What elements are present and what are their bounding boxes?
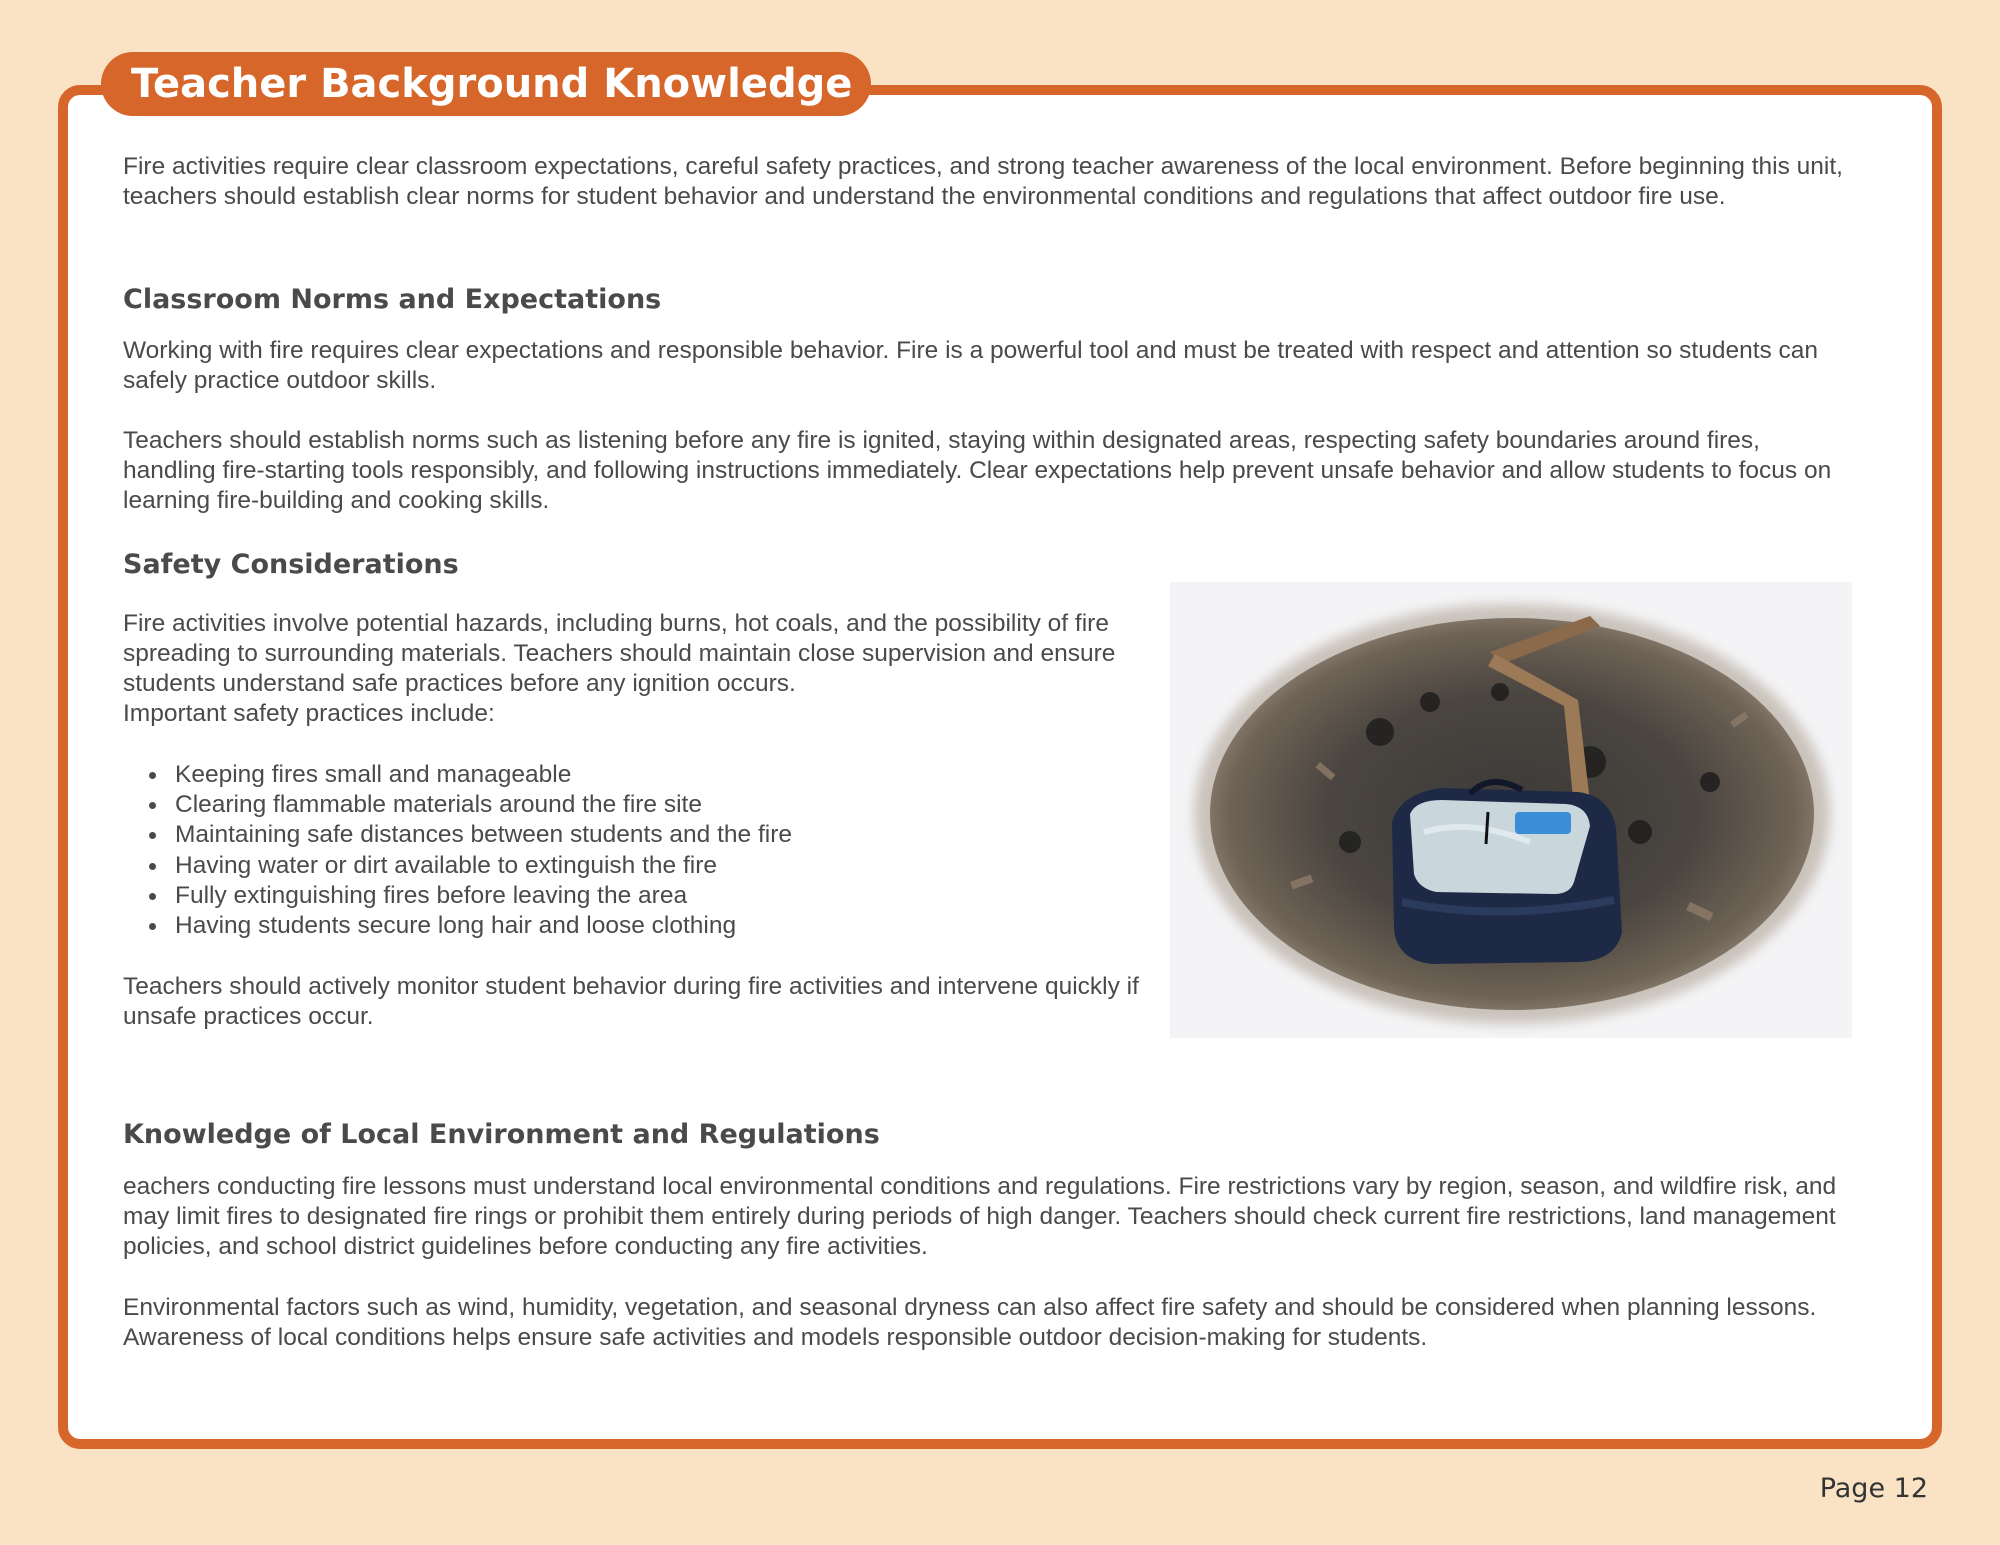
fire-pit-photo <box>1170 582 1852 1038</box>
local-paragraph-1: eachers conducting fire lessons must understand local environmental conditions and regulations. Fire restrictions vary by region, season, and wildfire risk, and may limit fires to designated fire rings or prohibit them entirely during periods of high danger. Teachers should check current fire restrictions, land management policies, and school district guidelines before conducting any fire activities. <box>123 1173 1837 1260</box>
safety-paragraph-2: Teachers should actively monitor student behavior during fire activities and intervene quickly if unsafe practices occur. <box>123 973 1139 1030</box>
list-item: Fully extinguishing fires before leaving the area <box>175 881 792 911</box>
page-number: Page 12 <box>1819 1473 1928 1504</box>
list-item: Having students secure long hair and loose clothing <box>175 911 792 941</box>
norms-paragraph-2: Teachers should establish norms such as listening before any fire is ignited, staying within designated areas, respecting safety boundaries around fires, handling fire-starting tools responsibly, and following instructions immediately. Clear expectations help prevent unsafe behavior and allow students to focus on learning fire-building and cooking skills. <box>123 427 1832 514</box>
safety-practices-list <box>123 760 792 941</box>
local-environment-heading: Knowledge of Local Environment and Regulations <box>123 1119 880 1150</box>
local-paragraph-2: Environmental factors such as wind, humidity, vegetation, and seasonal dryness can also affect fire safety and should be considered when planning lessons. Awareness of local conditions helps ensure safe activities and models responsible outdoor decision-making for students. <box>123 1294 1817 1351</box>
norms-heading: Classroom Norms and Expectations <box>123 284 662 315</box>
list-item: Clearing flammable materials around the fire site <box>175 790 792 820</box>
safety-paragraph-1: Fire activities involve potential hazards, including burns, hot coals, and the possibility of fire spreading to surrounding materials. Teachers should maintain close supervision and ensure students understand safe practices before any ignition occurs. <box>123 610 1116 697</box>
list-item: Having water or dirt available to extinguish the fire <box>175 851 792 881</box>
list-item: Maintaining safe distances between students and the fire <box>175 820 792 850</box>
norms-paragraph-1: Working with fire requires clear expectations and responsible behavior. Fire is a powerful tool and must be treated with respect and attention so students can safely practice outdoor skills. <box>123 337 1819 394</box>
safety-heading: Safety Considerations <box>123 549 459 580</box>
page-title: Teacher Background Knowledge <box>101 52 871 116</box>
intro-paragraph: Fire activities require clear classroom expectations, careful safety practices, and strong teacher awareness of the local environment. Before beginning this unit, teachers should establish clear norms for student behavior and understand the environmental conditions and regulations that affect outdoor fire use. <box>123 153 1843 210</box>
list-item: Keeping fires small and manageable <box>175 760 792 790</box>
safety-list-intro: Important safety practices include: <box>123 700 495 727</box>
